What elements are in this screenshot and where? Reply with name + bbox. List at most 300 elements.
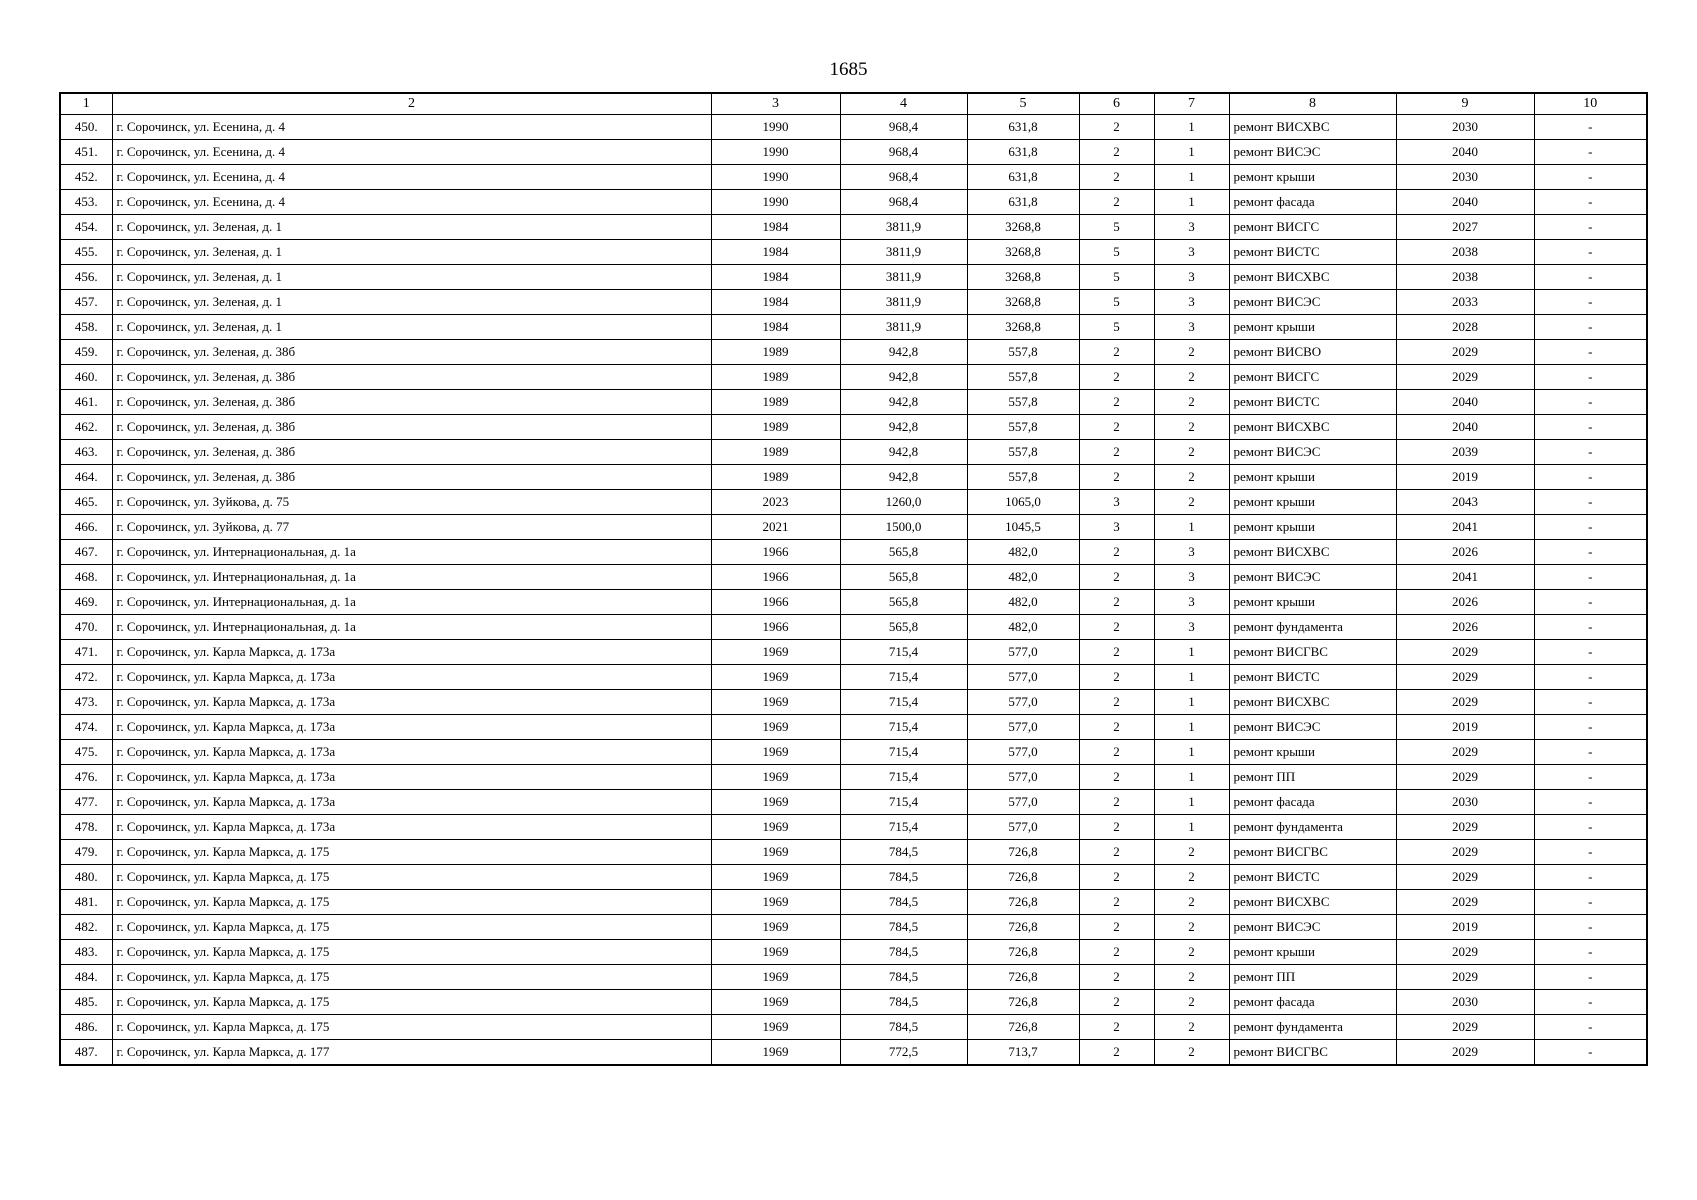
total-area-cell: 715,4 xyxy=(840,640,967,665)
address-cell: г. Сорочинск, ул. Карла Маркса, д. 175 xyxy=(112,990,711,1015)
year-built-cell: 1969 xyxy=(711,940,840,965)
living-area-cell: 557,8 xyxy=(967,340,1079,365)
table-row xyxy=(60,165,1647,190)
total-area-cell: 3811,9 xyxy=(840,265,967,290)
total-area-cell: 784,5 xyxy=(840,965,967,990)
living-area-cell: 577,0 xyxy=(967,640,1079,665)
row-number-cell: 468. xyxy=(60,565,112,590)
table-row xyxy=(60,415,1647,440)
address-cell: г. Сорочинск, ул. Зеленая, д. 38б xyxy=(112,415,711,440)
year-built-cell: 1984 xyxy=(711,265,840,290)
year-built-cell: 1990 xyxy=(711,190,840,215)
note-cell: - xyxy=(1534,940,1647,965)
living-area-cell: 726,8 xyxy=(967,1015,1079,1040)
year-built-cell: 1969 xyxy=(711,640,840,665)
table-row xyxy=(60,465,1647,490)
table-row xyxy=(60,740,1647,765)
work-type-cell: ремонт крыши xyxy=(1229,590,1396,615)
year-built-cell: 1969 xyxy=(711,715,840,740)
year-built-cell: 1990 xyxy=(711,115,840,140)
total-area-cell: 3811,9 xyxy=(840,315,967,340)
address-cell: г. Сорочинск, ул. Есенина, д. 4 xyxy=(112,165,711,190)
year-built-cell: 1969 xyxy=(711,690,840,715)
row-number-cell: 481. xyxy=(60,890,112,915)
year-built-cell: 1969 xyxy=(711,1015,840,1040)
living-area-cell: 3268,8 xyxy=(967,315,1079,340)
year-built-cell: 1969 xyxy=(711,865,840,890)
floors-cell: 2 xyxy=(1079,765,1154,790)
year-built-cell: 1969 xyxy=(711,765,840,790)
year-built-cell: 1969 xyxy=(711,965,840,990)
note-cell: - xyxy=(1534,490,1647,515)
note-cell: - xyxy=(1534,790,1647,815)
column-header-6: 6 xyxy=(1079,93,1154,115)
planned-year-cell: 2019 xyxy=(1396,465,1534,490)
planned-year-cell: 2029 xyxy=(1396,365,1534,390)
total-area-cell: 715,4 xyxy=(840,765,967,790)
floors-cell: 2 xyxy=(1079,590,1154,615)
planned-year-cell: 2029 xyxy=(1396,965,1534,990)
page-number: 1685 xyxy=(829,59,868,80)
note-cell: - xyxy=(1534,915,1647,940)
note-cell: - xyxy=(1534,140,1647,165)
row-number-cell: 477. xyxy=(60,790,112,815)
address-cell: г. Сорочинск, ул. Интернациональная, д. 1а xyxy=(112,565,711,590)
note-cell: - xyxy=(1534,290,1647,315)
planned-year-cell: 2026 xyxy=(1396,540,1534,565)
table-row xyxy=(60,290,1647,315)
note-cell: - xyxy=(1534,440,1647,465)
address-cell: г. Сорочинск, ул. Есенина, д. 4 xyxy=(112,190,711,215)
table-row xyxy=(60,865,1647,890)
floors-cell: 2 xyxy=(1079,190,1154,215)
work-type-cell: ремонт крыши xyxy=(1229,740,1396,765)
total-area-cell: 784,5 xyxy=(840,1015,967,1040)
row-number-cell: 450. xyxy=(60,115,112,140)
work-type-cell: ремонт ВИСХВС xyxy=(1229,415,1396,440)
planned-year-cell: 2019 xyxy=(1396,715,1534,740)
planned-year-cell: 2029 xyxy=(1396,340,1534,365)
row-number-cell: 479. xyxy=(60,840,112,865)
table-row xyxy=(60,640,1647,665)
floors-cell: 2 xyxy=(1079,640,1154,665)
floors-cell: 2 xyxy=(1079,915,1154,940)
living-area-cell: 726,8 xyxy=(967,990,1079,1015)
total-area-cell: 942,8 xyxy=(840,440,967,465)
floors-cell: 2 xyxy=(1079,940,1154,965)
entrances-cell: 2 xyxy=(1154,990,1229,1015)
address-cell: г. Сорочинск, ул. Карла Маркса, д. 173а xyxy=(112,790,711,815)
year-built-cell: 1984 xyxy=(711,215,840,240)
entrances-cell: 2 xyxy=(1154,365,1229,390)
total-area-cell: 1260,0 xyxy=(840,490,967,515)
row-number-cell: 485. xyxy=(60,990,112,1015)
column-header-9: 9 xyxy=(1396,93,1534,115)
row-number-cell: 463. xyxy=(60,440,112,465)
living-area-cell: 577,0 xyxy=(967,790,1079,815)
planned-year-cell: 2033 xyxy=(1396,290,1534,315)
year-built-cell: 1969 xyxy=(711,665,840,690)
living-area-cell: 631,8 xyxy=(967,140,1079,165)
row-number-cell: 456. xyxy=(60,265,112,290)
address-cell: г. Сорочинск, ул. Зеленая, д. 38б xyxy=(112,365,711,390)
total-area-cell: 565,8 xyxy=(840,540,967,565)
row-number-cell: 470. xyxy=(60,615,112,640)
address-cell: г. Сорочинск, ул. Карла Маркса, д. 175 xyxy=(112,840,711,865)
address-cell: г. Сорочинск, ул. Есенина, д. 4 xyxy=(112,115,711,140)
floors-cell: 5 xyxy=(1079,290,1154,315)
row-number-cell: 451. xyxy=(60,140,112,165)
entrances-cell: 2 xyxy=(1154,965,1229,990)
planned-year-cell: 2043 xyxy=(1396,490,1534,515)
table-row xyxy=(60,890,1647,915)
entrances-cell: 2 xyxy=(1154,415,1229,440)
year-built-cell: 1969 xyxy=(711,740,840,765)
total-area-cell: 715,4 xyxy=(840,690,967,715)
table-row xyxy=(60,965,1647,990)
floors-cell: 2 xyxy=(1079,965,1154,990)
living-area-cell: 713,7 xyxy=(967,1040,1079,1066)
address-cell: г. Сорочинск, ул. Карла Маркса, д. 175 xyxy=(112,940,711,965)
work-type-cell: ремонт ВИСЭС xyxy=(1229,715,1396,740)
address-cell: г. Сорочинск, ул. Зеленая, д. 38б xyxy=(112,340,711,365)
year-built-cell: 1984 xyxy=(711,240,840,265)
year-built-cell: 1990 xyxy=(711,165,840,190)
planned-year-cell: 2041 xyxy=(1396,565,1534,590)
table-row xyxy=(60,790,1647,815)
note-cell: - xyxy=(1534,515,1647,540)
row-number-cell: 483. xyxy=(60,940,112,965)
entrances-cell: 1 xyxy=(1154,765,1229,790)
year-built-cell: 1969 xyxy=(711,840,840,865)
planned-year-cell: 2029 xyxy=(1396,640,1534,665)
planned-year-cell: 2038 xyxy=(1396,265,1534,290)
work-type-cell: ремонт ВИСГВС xyxy=(1229,640,1396,665)
note-cell: - xyxy=(1534,1040,1647,1066)
work-type-cell: ремонт ВИСЭС xyxy=(1229,440,1396,465)
living-area-cell: 557,8 xyxy=(967,465,1079,490)
floors-cell: 2 xyxy=(1079,715,1154,740)
address-cell: г. Сорочинск, ул. Есенина, д. 4 xyxy=(112,140,711,165)
floors-cell: 2 xyxy=(1079,990,1154,1015)
floors-cell: 2 xyxy=(1079,390,1154,415)
table-row xyxy=(60,540,1647,565)
total-area-cell: 565,8 xyxy=(840,590,967,615)
entrances-cell: 2 xyxy=(1154,390,1229,415)
year-built-cell: 1969 xyxy=(711,915,840,940)
entrances-cell: 3 xyxy=(1154,265,1229,290)
column-header-5: 5 xyxy=(967,93,1079,115)
floors-cell: 5 xyxy=(1079,315,1154,340)
floors-cell: 2 xyxy=(1079,340,1154,365)
note-cell: - xyxy=(1534,1015,1647,1040)
work-type-cell: ремонт ВИСЭС xyxy=(1229,140,1396,165)
total-area-cell: 715,4 xyxy=(840,665,967,690)
row-number-cell: 476. xyxy=(60,765,112,790)
planned-year-cell: 2019 xyxy=(1396,915,1534,940)
table-row xyxy=(60,915,1647,940)
floors-cell: 2 xyxy=(1079,165,1154,190)
year-built-cell: 1989 xyxy=(711,465,840,490)
address-cell: г. Сорочинск, ул. Зеленая, д. 38б xyxy=(112,465,711,490)
floors-cell: 2 xyxy=(1079,465,1154,490)
floors-cell: 2 xyxy=(1079,140,1154,165)
row-number-cell: 487. xyxy=(60,1040,112,1066)
entrances-cell: 2 xyxy=(1154,465,1229,490)
year-built-cell: 1989 xyxy=(711,440,840,465)
total-area-cell: 968,4 xyxy=(840,140,967,165)
entrances-cell: 3 xyxy=(1154,590,1229,615)
note-cell: - xyxy=(1534,465,1647,490)
floors-cell: 2 xyxy=(1079,815,1154,840)
address-cell: г. Сорочинск, ул. Зуйкова, д. 75 xyxy=(112,490,711,515)
work-type-cell: ремонт ВИСГС xyxy=(1229,215,1396,240)
work-type-cell: ремонт ВИСТС xyxy=(1229,865,1396,890)
year-built-cell: 1969 xyxy=(711,815,840,840)
year-built-cell: 1989 xyxy=(711,415,840,440)
floors-cell: 3 xyxy=(1079,490,1154,515)
year-built-cell: 1989 xyxy=(711,340,840,365)
living-area-cell: 631,8 xyxy=(967,165,1079,190)
note-cell: - xyxy=(1534,565,1647,590)
planned-year-cell: 2029 xyxy=(1396,865,1534,890)
work-type-cell: ремонт ВИСТС xyxy=(1229,390,1396,415)
work-type-cell: ремонт крыши xyxy=(1229,315,1396,340)
entrances-cell: 1 xyxy=(1154,190,1229,215)
entrances-cell: 2 xyxy=(1154,865,1229,890)
entrances-cell: 3 xyxy=(1154,290,1229,315)
entrances-cell: 3 xyxy=(1154,615,1229,640)
living-area-cell: 482,0 xyxy=(967,540,1079,565)
floors-cell: 2 xyxy=(1079,840,1154,865)
row-number-cell: 471. xyxy=(60,640,112,665)
entrances-cell: 1 xyxy=(1154,715,1229,740)
total-area-cell: 784,5 xyxy=(840,915,967,940)
total-area-cell: 784,5 xyxy=(840,865,967,890)
note-cell: - xyxy=(1534,415,1647,440)
work-type-cell: ремонт фасада xyxy=(1229,790,1396,815)
work-type-cell: ремонт ВИСЭС xyxy=(1229,290,1396,315)
note-cell: - xyxy=(1534,740,1647,765)
entrances-cell: 2 xyxy=(1154,1040,1229,1066)
column-header-3: 3 xyxy=(711,93,840,115)
planned-year-cell: 2026 xyxy=(1396,615,1534,640)
table-row xyxy=(60,340,1647,365)
living-area-cell: 3268,8 xyxy=(967,290,1079,315)
total-area-cell: 968,4 xyxy=(840,190,967,215)
year-built-cell: 1966 xyxy=(711,540,840,565)
entrances-cell: 1 xyxy=(1154,115,1229,140)
year-built-cell: 1984 xyxy=(711,315,840,340)
planned-year-cell: 2038 xyxy=(1396,240,1534,265)
address-cell: г. Сорочинск, ул. Карла Маркса, д. 173а xyxy=(112,640,711,665)
note-cell: - xyxy=(1534,765,1647,790)
work-type-cell: ремонт ВИСХВС xyxy=(1229,265,1396,290)
note-cell: - xyxy=(1534,965,1647,990)
total-area-cell: 1500,0 xyxy=(840,515,967,540)
note-cell: - xyxy=(1534,165,1647,190)
entrances-cell: 3 xyxy=(1154,565,1229,590)
row-number-cell: 458. xyxy=(60,315,112,340)
entrances-cell: 2 xyxy=(1154,340,1229,365)
work-type-cell: ремонт фасада xyxy=(1229,190,1396,215)
address-cell: г. Сорочинск, ул. Карла Маркса, д. 175 xyxy=(112,865,711,890)
table-row xyxy=(60,690,1647,715)
address-cell: г. Сорочинск, ул. Карла Маркса, д. 177 xyxy=(112,1040,711,1066)
year-built-cell: 1989 xyxy=(711,365,840,390)
planned-year-cell: 2029 xyxy=(1396,815,1534,840)
floors-cell: 3 xyxy=(1079,515,1154,540)
floors-cell: 5 xyxy=(1079,240,1154,265)
note-cell: - xyxy=(1534,540,1647,565)
entrances-cell: 1 xyxy=(1154,740,1229,765)
total-area-cell: 565,8 xyxy=(840,615,967,640)
entrances-cell: 2 xyxy=(1154,490,1229,515)
planned-year-cell: 2040 xyxy=(1396,390,1534,415)
table-row xyxy=(60,990,1647,1015)
total-area-cell: 968,4 xyxy=(840,165,967,190)
living-area-cell: 557,8 xyxy=(967,365,1079,390)
address-cell: г. Сорочинск, ул. Карла Маркса, д. 173а xyxy=(112,765,711,790)
entrances-cell: 1 xyxy=(1154,690,1229,715)
address-cell: г. Сорочинск, ул. Карла Маркса, д. 175 xyxy=(112,1015,711,1040)
address-cell: г. Сорочинск, ул. Карла Маркса, д. 173а xyxy=(112,740,711,765)
work-type-cell: ремонт ВИСГВС xyxy=(1229,840,1396,865)
table-row xyxy=(60,490,1647,515)
work-type-cell: ремонт ВИСГС xyxy=(1229,365,1396,390)
row-number-cell: 457. xyxy=(60,290,112,315)
note-cell: - xyxy=(1534,715,1647,740)
table-row xyxy=(60,940,1647,965)
address-cell: г. Сорочинск, ул. Зеленая, д. 38б xyxy=(112,440,711,465)
work-type-cell: ремонт ПП xyxy=(1229,765,1396,790)
row-number-cell: 484. xyxy=(60,965,112,990)
total-area-cell: 968,4 xyxy=(840,115,967,140)
year-built-cell: 1969 xyxy=(711,990,840,1015)
floors-cell: 2 xyxy=(1079,115,1154,140)
work-type-cell: ремонт ВИСХВС xyxy=(1229,690,1396,715)
note-cell: - xyxy=(1534,365,1647,390)
living-area-cell: 3268,8 xyxy=(967,265,1079,290)
entrances-cell: 1 xyxy=(1154,665,1229,690)
planned-year-cell: 2029 xyxy=(1396,690,1534,715)
floors-cell: 5 xyxy=(1079,215,1154,240)
address-cell: г. Сорочинск, ул. Карла Маркса, д. 173а xyxy=(112,665,711,690)
planned-year-cell: 2029 xyxy=(1396,940,1534,965)
total-area-cell: 942,8 xyxy=(840,390,967,415)
table-row xyxy=(60,1040,1647,1066)
work-type-cell: ремонт фундамента xyxy=(1229,615,1396,640)
planned-year-cell: 2040 xyxy=(1396,140,1534,165)
work-type-cell: ремонт ВИСГВС xyxy=(1229,1040,1396,1066)
address-cell: г. Сорочинск, ул. Зуйкова, д. 77 xyxy=(112,515,711,540)
entrances-cell: 1 xyxy=(1154,515,1229,540)
address-cell: г. Сорочинск, ул. Зеленая, д. 1 xyxy=(112,315,711,340)
year-built-cell: 1966 xyxy=(711,565,840,590)
row-number-cell: 453. xyxy=(60,190,112,215)
note-cell: - xyxy=(1534,115,1647,140)
entrances-cell: 1 xyxy=(1154,640,1229,665)
total-area-cell: 942,8 xyxy=(840,415,967,440)
table-row xyxy=(60,715,1647,740)
note-cell: - xyxy=(1534,665,1647,690)
total-area-cell: 3811,9 xyxy=(840,290,967,315)
total-area-cell: 715,4 xyxy=(840,790,967,815)
work-type-cell: ремонт ВИСХВС xyxy=(1229,540,1396,565)
table-row xyxy=(60,840,1647,865)
row-number-cell: 462. xyxy=(60,415,112,440)
floors-cell: 2 xyxy=(1079,665,1154,690)
entrances-cell: 3 xyxy=(1154,315,1229,340)
planned-year-cell: 2040 xyxy=(1396,415,1534,440)
note-cell: - xyxy=(1534,865,1647,890)
work-type-cell: ремонт крыши xyxy=(1229,515,1396,540)
column-header-10: 10 xyxy=(1534,93,1647,115)
planned-year-cell: 2029 xyxy=(1396,740,1534,765)
work-type-cell: ремонт ВИСВО xyxy=(1229,340,1396,365)
table-row xyxy=(60,315,1647,340)
total-area-cell: 772,5 xyxy=(840,1040,967,1066)
planned-year-cell: 2029 xyxy=(1396,840,1534,865)
address-cell: г. Сорочинск, ул. Интернациональная, д. 1а xyxy=(112,615,711,640)
floors-cell: 2 xyxy=(1079,565,1154,590)
row-number-cell: 465. xyxy=(60,490,112,515)
planned-year-cell: 2029 xyxy=(1396,665,1534,690)
register-table xyxy=(59,92,1648,1066)
total-area-cell: 3811,9 xyxy=(840,215,967,240)
total-area-cell: 942,8 xyxy=(840,365,967,390)
entrances-cell: 2 xyxy=(1154,940,1229,965)
entrances-cell: 2 xyxy=(1154,890,1229,915)
floors-cell: 2 xyxy=(1079,415,1154,440)
planned-year-cell: 2030 xyxy=(1396,115,1534,140)
total-area-cell: 784,5 xyxy=(840,890,967,915)
address-cell: г. Сорочинск, ул. Зеленая, д. 1 xyxy=(112,265,711,290)
living-area-cell: 557,8 xyxy=(967,440,1079,465)
living-area-cell: 482,0 xyxy=(967,565,1079,590)
living-area-cell: 1045,5 xyxy=(967,515,1079,540)
work-type-cell: ремонт крыши xyxy=(1229,490,1396,515)
work-type-cell: ремонт ВИСТС xyxy=(1229,665,1396,690)
work-type-cell: ремонт фундамента xyxy=(1229,1015,1396,1040)
living-area-cell: 3268,8 xyxy=(967,240,1079,265)
note-cell: - xyxy=(1534,340,1647,365)
living-area-cell: 631,8 xyxy=(967,115,1079,140)
year-built-cell: 1966 xyxy=(711,615,840,640)
table-row xyxy=(60,665,1647,690)
living-area-cell: 3268,8 xyxy=(967,215,1079,240)
column-header-2: 2 xyxy=(112,93,711,115)
year-built-cell: 1990 xyxy=(711,140,840,165)
floors-cell: 2 xyxy=(1079,615,1154,640)
address-cell: г. Сорочинск, ул. Карла Маркса, д. 175 xyxy=(112,890,711,915)
table-row xyxy=(60,440,1647,465)
address-cell: г. Сорочинск, ул. Зеленая, д. 1 xyxy=(112,290,711,315)
work-type-cell: ремонт крыши xyxy=(1229,940,1396,965)
planned-year-cell: 2030 xyxy=(1396,165,1534,190)
note-cell: - xyxy=(1534,690,1647,715)
year-built-cell: 1966 xyxy=(711,590,840,615)
table-body xyxy=(60,115,1647,1066)
row-number-cell: 454. xyxy=(60,215,112,240)
entrances-cell: 2 xyxy=(1154,1015,1229,1040)
row-number-cell: 469. xyxy=(60,590,112,615)
row-number-cell: 452. xyxy=(60,165,112,190)
floors-cell: 2 xyxy=(1079,890,1154,915)
year-built-cell: 1984 xyxy=(711,290,840,315)
note-cell: - xyxy=(1534,840,1647,865)
row-number-cell: 459. xyxy=(60,340,112,365)
